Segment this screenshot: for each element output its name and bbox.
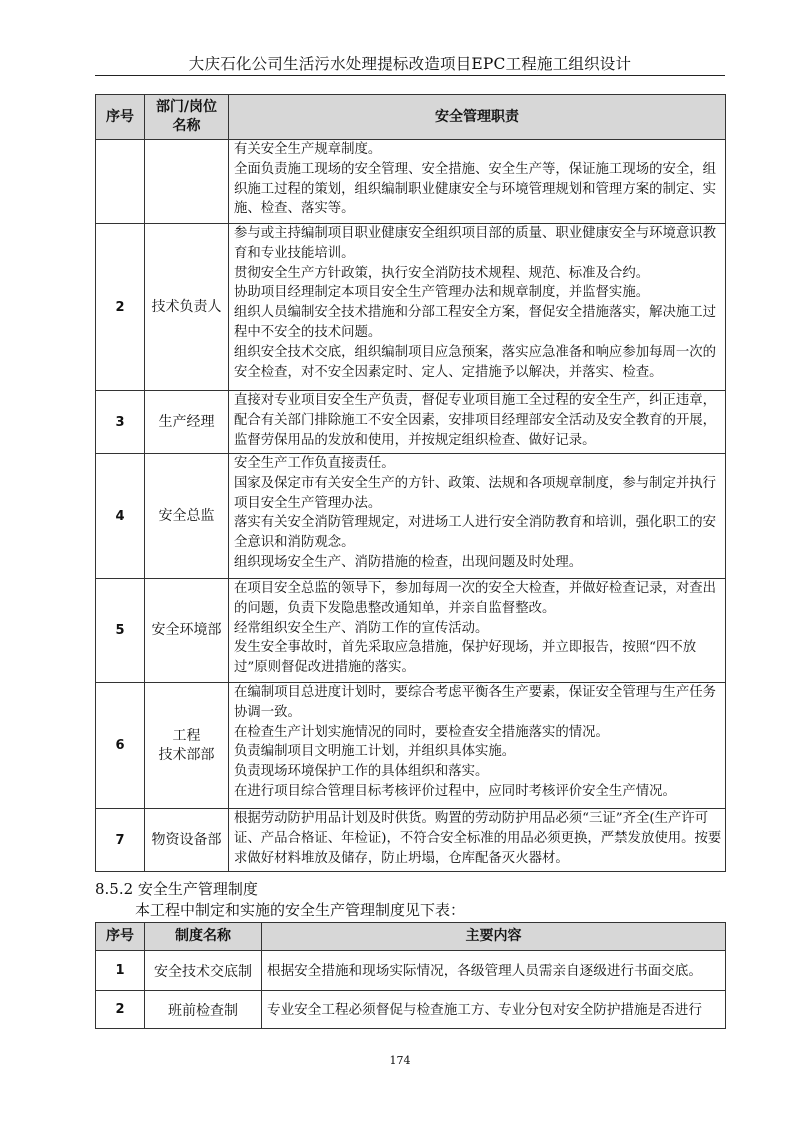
table-row [96, 951, 726, 991]
row-duty [229, 224, 726, 391]
row-role: 安全环境部 [145, 579, 229, 683]
page-number: 174 [389, 1054, 411, 1067]
header-divider [95, 75, 725, 76]
management-system-table [95, 922, 726, 1029]
row-role [145, 140, 229, 224]
table-row [96, 579, 726, 683]
header-duty: 安全管理职责 [229, 95, 726, 140]
header-name: 制度名称 [145, 923, 262, 951]
table-row [96, 391, 726, 454]
row-no: 2 [96, 224, 145, 391]
duty-line: 全面负责施工现场的安全管理、安全措施、安全生产等，保证施工现场的安全，组织施工过程的策划，组织编制职业健康安全与环境管理规划和管理方案的制定、实施、检查、落实等。 [234, 161, 717, 217]
row-no: 7 [96, 809, 145, 872]
row-role: 生产经理 [145, 391, 229, 454]
duty-line: 参与或主持编制项目职业健康安全组织项目部的质量、职业健康安全与环境意识教育和专业技能培训。 [234, 226, 717, 261]
header-content: 主要内容 [262, 923, 726, 951]
header-role-label: 部门/岗位名称 [155, 99, 218, 134]
duty-line: 在项目安全总监的领导下，参加每周一次的安全大检查，并做好检查记录，对查出的问题，负责下发隐患整改通知单，并亲自监督整改。 [234, 581, 717, 616]
duty-line: 组织现场安全生产、消防措施的检查，出现问题及时处理。 [234, 554, 583, 570]
table-header-row [96, 923, 726, 951]
duty-line: 协助项目经理制定本项目安全生产管理办法和规章制度，并监督实施。 [234, 285, 650, 301]
row-role [145, 683, 229, 809]
table-header-row [96, 95, 726, 140]
row-no: 1 [96, 951, 145, 991]
role-line: 技术部部 [158, 746, 215, 763]
duty-line: 落实有关安全消防管理规定，对进场工人进行安全消防教育和培训，强化职工的安全意识和消防观念。 [234, 515, 717, 551]
table-row [96, 683, 726, 809]
safety-duty-table [95, 94, 726, 872]
duty-line: 根据劳动防护用品计划及时供货。购置的劳动防护用品必须“三证”齐全(生产许可证、产品合格证、年检证)，不符合安全标准的用品必须更换，严禁发放使用。按要求做好材料堆放及储存，防止坍塌，仓库配备灭火器材。 [234, 811, 722, 866]
duty-line: 有关安全生产规章制度。 [234, 142, 382, 157]
duty-line: 经常组织安全生产、消防工作的宣传活动。 [234, 620, 489, 636]
section-title: 8.5.2 安全生产管理制度 [95, 880, 258, 898]
table-row [96, 140, 726, 224]
row-duty [229, 454, 726, 579]
row-no: 3 [96, 391, 145, 454]
row-no: 2 [96, 991, 145, 1029]
row-content: 专业安全工程必须督促与检查施工方、专业分包对安全防护措施是否进行 [262, 991, 726, 1029]
duty-line: 在进行项目综合管理目标考核评价过程中，应同时考核评价安全生产情况。 [234, 783, 676, 799]
document-header-title: 大庆石化公司生活污水处理提标改造项目EPC工程施工组织设计 [188, 55, 632, 73]
row-no: 4 [96, 454, 145, 579]
header-no: 序号 [96, 95, 145, 140]
row-role: 安全总监 [145, 454, 229, 579]
duty-line: 组织安全技术交底，组织编制项目应急预案，落实应急准备和响应参加每周一次的安全检查，对不安全因素定时、定人、定措施予以解决，并落实、检查。 [234, 344, 717, 380]
row-name: 安全技术交底制 [145, 951, 262, 991]
table-row [96, 454, 726, 579]
row-name: 班前检查制 [145, 991, 262, 1029]
duty-line: 组织人员编制安全技术措施和分部工程安全方案，督促安全措施落实，解决施工过程中不安全的技术问题。 [234, 305, 717, 340]
table-row [96, 991, 726, 1029]
section-intro: 本工程中制定和实施的安全生产管理制度见下表： [135, 901, 466, 919]
row-content: 根据安全措施和现场实际情况，各级管理人员需亲自逐级进行书面交底。 [262, 951, 726, 991]
duty-line: 贯彻安全生产方针政策，执行安全消防技术规程、规范、标准及合约。 [234, 265, 650, 281]
row-no: 5 [96, 579, 145, 683]
row-duty [229, 579, 726, 683]
duty-line: 直接对专业项目安全生产负责，督促专业项目施工全过程的安全生产，纠正违章，配合有关部门排除施工不安全因素，安排项目经理部安全活动及安全教育的开展，监督劳保用品的发放和使用，并按规定组织检查、做好记录。 [234, 393, 717, 448]
row-duty [229, 140, 726, 224]
row-role: 物资设备部 [145, 809, 229, 872]
duty-line: 国家及保定市有关安全生产的方针、政策、法规和各项规章制度，参与制定并执行项目安全生产管理办法。 [234, 475, 717, 511]
duty-line: 在编制项目总进度计划时，要综合考虑平衡各生产要素，保证安全管理与生产任务协调一致。 [234, 685, 717, 720]
table-row [96, 809, 726, 872]
duty-line: 在检查生产计划实施情况的同时，要检查安全措施落实的情况。 [234, 724, 609, 740]
row-duty [229, 391, 726, 454]
row-role: 技术负责人 [145, 224, 229, 391]
header-no: 序号 [96, 923, 145, 951]
role-line: 工程 [172, 727, 201, 744]
row-no [96, 140, 145, 224]
duty-line: 负责编制项目文明施工计划，并组织具体实施。 [234, 744, 516, 760]
row-no: 6 [96, 683, 145, 809]
header-role [145, 95, 229, 140]
table-row [96, 224, 726, 391]
row-duty [229, 809, 726, 872]
row-duty [229, 683, 726, 809]
duty-line: 安全生产工作负直接责任。 [234, 456, 395, 471]
duty-line: 发生安全事故时，首先采取应急措施，保护好现场，并立即报告，按照“四不放过”原则督促改进措施的落实。 [234, 640, 697, 676]
duty-line: 负责现场环境保护工作的具体组织和落实。 [234, 764, 489, 780]
